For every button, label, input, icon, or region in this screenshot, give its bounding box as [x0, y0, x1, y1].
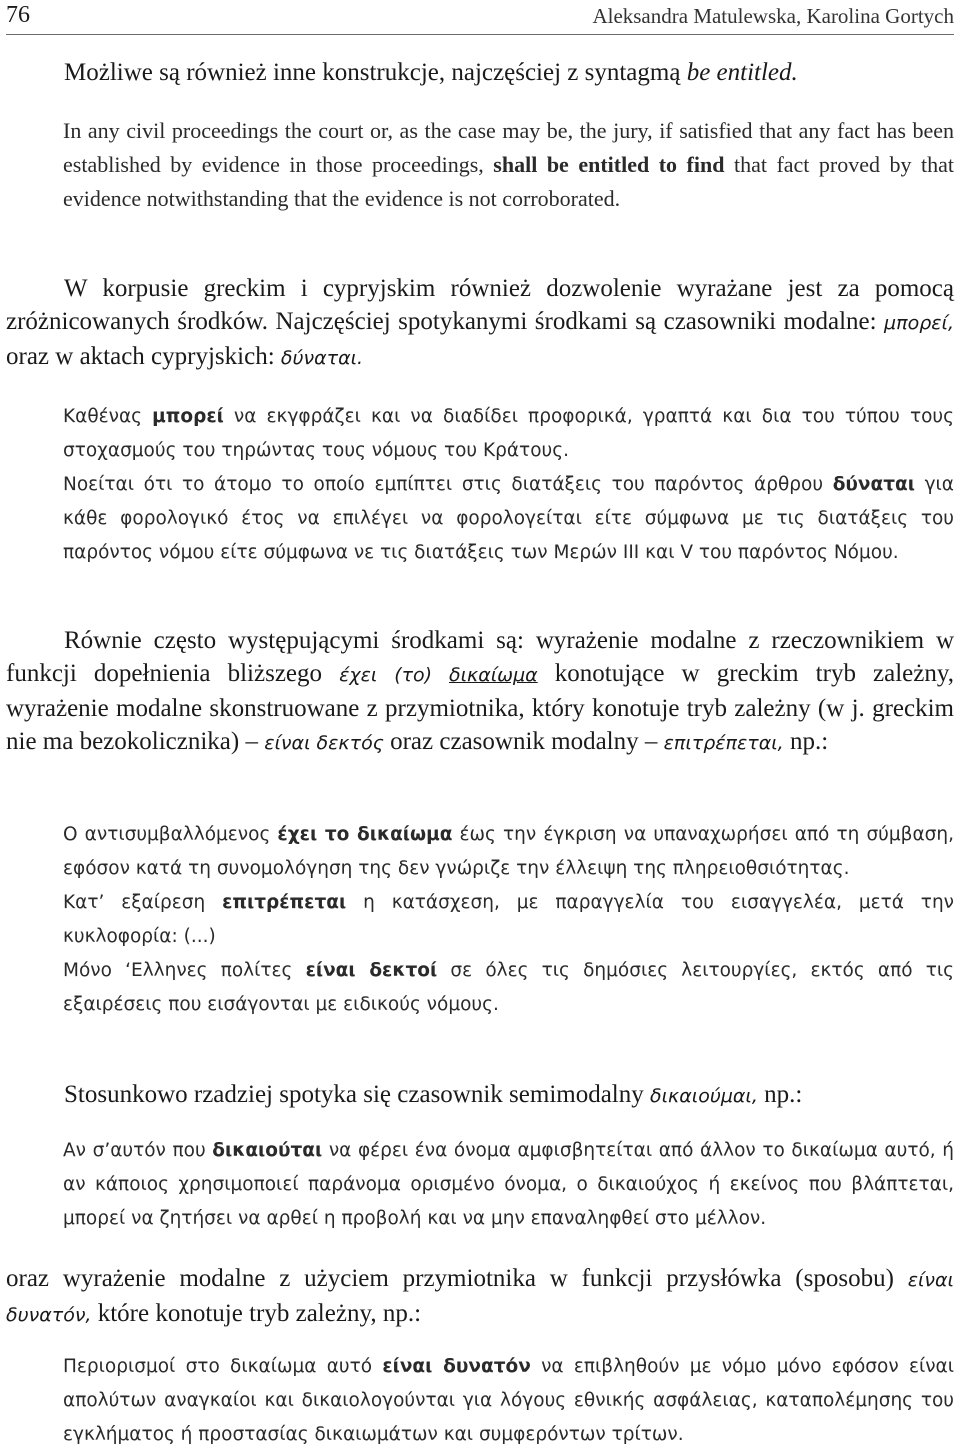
paragraph-intro-text: Możliwe są również inne konstrukcje, najczęściej z syntagmą be entitled. [64, 59, 798, 86]
quote-greek-sentence-2: Νοείται ότι το άτομο το οποίο εμπίπτει στις διατάξεις του παρόντος άρθρου δύναται για κάθε φορολογικό έτος να επιλέγει να φορολογείται είτε σύμφωνα με τις διατάξεις του παρόντος νόμου είτε σύμφωνα νε τις διατάξεις των Μερών III και V του παρόντος Νόμου. [63, 474, 954, 563]
quote-greek-modal-verbs [63, 400, 954, 570]
paragraph-modal-expressions [6, 624, 954, 760]
emphasis-einai-dektoi: είναι δεκτοί [305, 960, 438, 981]
quote-greek-sentence-1: Καθένας μπορεί να εκγφράζει και να διαδίδει προφορικά, γραπτά και δια του τύπου τους στοχασμούς του τηρώντας τους νόμους του Κράτους. [63, 406, 954, 461]
term-echei-to: έχει (το) [339, 664, 449, 686]
quote-greek-semimodal [63, 1134, 954, 1236]
quote-greek-modal-expressions [63, 818, 954, 1022]
running-head: Aleksandra Matulewska, Karolina Gortych [592, 4, 954, 28]
quote-greek-sentence-7: Περιορισμοί στο δικαίωμα αυτό είναι δυνατόν να επιβληθούν με νόμο μόνο εφόσον είναι απολύτων αναγκαίοι και δικαιολογούνται για λόγους εθνικής ασφάλειας, καταπολέμησης του εγκλήματος ή προστασίας δικαιωμάτων και συμφερόντων τρίτων. [63, 1356, 955, 1445]
term-einai-dektos: είναι δεκτός [264, 732, 384, 754]
term-dikaioma: δικαίωμα [448, 664, 538, 686]
quote-greek-sentence-3: Ο αντισυμβαλλόμενος έχει το δικαίωμα έως την έγκριση να υπαναχωρήσει από τη σύμβαση, εφόσον κατά τη συνομολόγηση της δεν γνώριζε την έλλειψη της πληρειοθσιότητας. [63, 824, 954, 879]
quote-english [63, 114, 954, 216]
term-dikaioumai: δικαιούμαι, [650, 1085, 758, 1107]
paragraph-intro [6, 56, 954, 89]
paragraph-adverbial [6, 1262, 954, 1332]
quote-greek-sentence-6: Αν σ’αυτόν που δικαιούται να φέρει ένα όνομα αμφισβητείται από άλλον το δικαίωμα αυτό, ή αν κάποιος χρησιμοποιεί παράνομα ορισμένο όνομα, ο δικαιούχος ή εκείνος που βλάπτεται, μπορεί να ζητήσει να αρθεί η προβολή και να μην επαναληφθεί στο μέλλον. [63, 1140, 954, 1229]
quote-greek-adverbial [63, 1350, 954, 1452]
page-number: 76 [6, 2, 30, 28]
paragraph-greek-corpus-text: W korpusie greckim i cypryjskim również dozwolenie wyrażane jest za pomocą zróżnicowanych środków. Najczęściej spotykanymi środkami są czasowniki modalne: μπορεί, oraz w aktach cypryjskich: δύναται. [6, 275, 954, 370]
page-header [6, 0, 954, 35]
term-dynatai: δύναται. [280, 347, 364, 369]
paragraph-semimodal [6, 1078, 954, 1113]
term-be-entitled: be entitled. [686, 59, 798, 86]
emphasis-dynatai: δύναται [832, 474, 915, 495]
emphasis-mporei: μπορεί [152, 406, 224, 427]
emphasis-dikaioutai: δικαιούται [212, 1140, 323, 1161]
term-epitrepetai: επιτρέπεται, [663, 732, 784, 754]
term-einai-dynaton: είναι δυνατόν, [6, 1269, 954, 1326]
emphasis-echei-to-dikaioma: έχει το δικαίωμα [277, 824, 453, 845]
emphasis-einai-dynaton: είναι δυνατόν [382, 1356, 531, 1377]
paragraph-semimodal-text: Stosunkowo rzadziej spotyka się czasownik semimodalny δικαιούμαι, np.: [64, 1081, 803, 1108]
quote-greek-sentence-4: Κατ’ εξαίρεση επιτρέπεται η κατάσχεση, με παραγγελία του εισαγγελέα, μετά την κυκλοφορία: (...) [63, 892, 954, 947]
quote-greek-sentence-5: Μόνο ‘Ελληνες πολίτες είναι δεκτοί σε όλες τις δημόσιες λειτουργίες, εκτός από τις εξαιρέσεις που εισάγονται με ειδικούς νόμους. [63, 960, 955, 1015]
quote-english-text: In any civil proceedings the court or, as the case may be, the jury, if satisfied that any fact has been established by evidence in those proceedings, shall be entitled to find that fact proved by that evidence notwithstanding that the evidence is not corroborated. [63, 118, 955, 211]
emphasis-shall-be-entitled: shall be entitled to find [493, 152, 725, 177]
paragraph-modal-expressions-text: Równie często występującymi środkami są: wyrażenie modalne z rzeczownikiem w funkcji dopełnienia bliższego έχει (το) δικαίωμα konotujące w greckim tryb zależny, wyrażenie modalne skonstruowane z przymiotnika, który konotuje tryb zależny (w j. greckim nie ma bezokolicznika) – είναι δεκτός oraz czasownik modalny – επιτρέπεται, np.: [6, 627, 954, 755]
term-mporei: μπορεί, [884, 312, 954, 334]
paragraph-adverbial-text: oraz wyrażenie modalne z użyciem przymiotnika w funkcji przysłówka (sposobu) είναι δυνατόν, które konotuje tryb zależny, np.: [6, 1265, 954, 1327]
emphasis-epitrepetai: επιτρέπεται [222, 892, 347, 913]
paragraph-greek-corpus [6, 272, 954, 375]
